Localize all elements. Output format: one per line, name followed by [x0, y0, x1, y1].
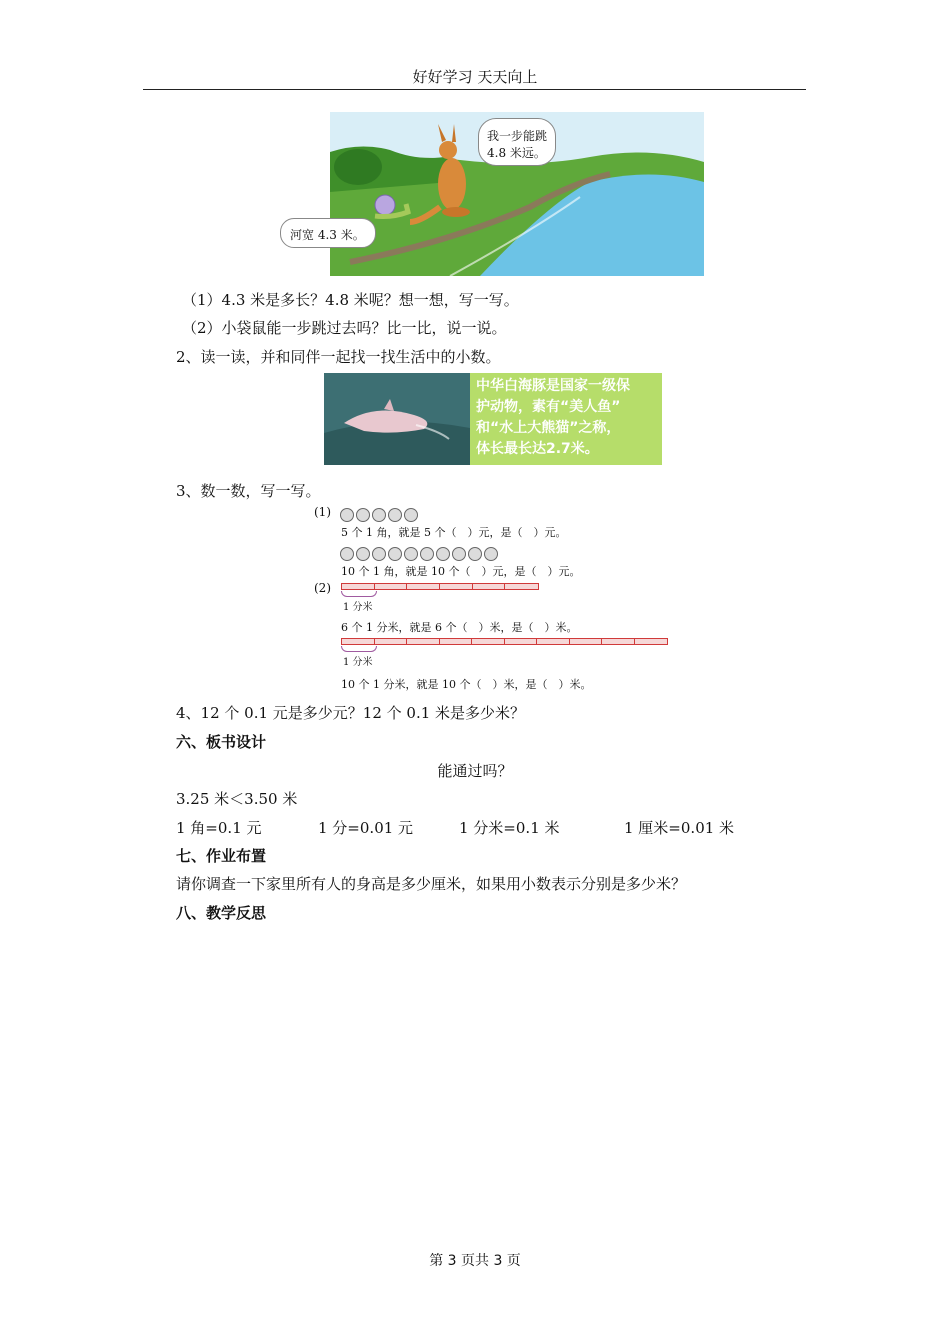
- ruler-segment: [505, 639, 538, 644]
- header-divider: [143, 89, 806, 90]
- ruler-1-unit-bracket: [341, 591, 377, 597]
- coin-icon: [452, 547, 466, 561]
- ruler-segment: [440, 639, 473, 644]
- exercise-line-1: 5 个 1 角，就是 5 个（ ）元，是（ ）元。: [341, 526, 567, 539]
- ruler-segment: [602, 639, 635, 644]
- section-6-heading: 六、板书设计: [176, 733, 267, 751]
- question-2: 2、读一读，并和同伴一起找一找生活中的小数。: [176, 348, 501, 366]
- coin-icon: [356, 508, 370, 522]
- question-4: 4、12 个 0.1 元是多少元？12 个 0.1 米是多少米？: [176, 704, 526, 722]
- coin-icon: [404, 547, 418, 561]
- page-footer: 第 3 页共 3 页: [429, 1253, 521, 1269]
- bubble-line-2: 4.8 米远。: [487, 146, 546, 160]
- ruler-segment: [635, 639, 668, 644]
- river-width-bubble: [280, 218, 376, 248]
- ruler-segment: [407, 584, 440, 589]
- dolphin-photo: [324, 373, 470, 465]
- coins-row-1: [340, 504, 420, 523]
- ruler-segment: [570, 639, 603, 644]
- question-3: 3、数一数，写一写。: [176, 482, 321, 500]
- dolphin-line-1: 中华白海豚是国家一级保: [476, 378, 630, 394]
- ruler-2-unit: 1 分米: [343, 657, 373, 668]
- dolphin-line-4: 体长最长达2.7米。: [476, 441, 599, 457]
- equation-1: 1 角=0.1 元: [176, 819, 262, 837]
- ruler-segment: [407, 639, 440, 644]
- equation-3: 1 分米=0.1 米: [459, 819, 560, 837]
- ruler-segment: [342, 584, 375, 589]
- board-title: 能通过吗？: [437, 762, 513, 780]
- coin-icon: [388, 508, 402, 522]
- ruler-segment: [473, 584, 506, 589]
- coins-row-2: [340, 543, 500, 562]
- coin-icon: [420, 547, 434, 561]
- coin-icon: [372, 547, 386, 561]
- ruler-2-unit-bracket: [341, 646, 377, 652]
- kangaroo-speech-bubble: [478, 118, 556, 166]
- ruler-segment: [440, 584, 473, 589]
- ruler-segment: [375, 584, 408, 589]
- section-8-heading: 八、教学反思: [176, 904, 267, 922]
- section-7-heading: 七、作业布置: [176, 847, 267, 865]
- ruler-2: [341, 638, 668, 645]
- dolphin-info-panel: [470, 373, 662, 465]
- question-1-1: （1）4.3 米是多长？4.8 米呢？想一想，写一写。: [182, 291, 519, 309]
- ruler-segment: [375, 639, 408, 644]
- river-width-label: 河宽 4.3 米。: [290, 228, 365, 242]
- coin-icon: [340, 547, 354, 561]
- dolphin-card: [324, 373, 662, 465]
- coin-icon: [484, 547, 498, 561]
- bubble-line-1: 我一步能跳: [487, 129, 548, 143]
- dolphin-line-3: 和“水上大熊猫”之称，: [476, 420, 621, 436]
- part-2-label: (2): [314, 581, 331, 595]
- exercise-line-4: 10 个 1 分米，就是 10 个（ ）米，是（ ）米。: [341, 678, 592, 691]
- exercise-line-3: 6 个 1 分米，就是 6 个（ ）米，是（ ）米。: [341, 621, 578, 634]
- dolphin-line-2: 护动物，素有“美人鱼”: [476, 399, 621, 415]
- equation-2: 1 分=0.01 元: [318, 819, 414, 837]
- coin-icon: [356, 547, 370, 561]
- coin-icon: [468, 547, 482, 561]
- equation-4: 1 厘米=0.01 米: [624, 819, 735, 837]
- ruler-1-unit: 1 分米: [343, 602, 373, 613]
- coin-icon: [372, 508, 386, 522]
- coin-icon: [388, 547, 402, 561]
- question-1-2: （2）小袋鼠能一步跳过去吗？比一比，说一说。: [182, 319, 507, 337]
- coin-icon: [436, 547, 450, 561]
- exercise-line-2: 10 个 1 角，就是 10 个（ ）元，是（ ）元。: [341, 565, 581, 578]
- ruler-1: [341, 583, 539, 590]
- coin-icon: [404, 508, 418, 522]
- ruler-segment: [537, 639, 570, 644]
- ruler-segment: [472, 639, 505, 644]
- ruler-segment: [505, 584, 538, 589]
- page-header: 好好学习 天天向上: [412, 68, 538, 86]
- homework-text: 请你调查一下家里所有人的身高是多少厘米，如果用小数表示分别是多少米？: [176, 875, 687, 893]
- ruler-segment: [342, 639, 375, 644]
- part-1-label: (1): [314, 505, 331, 519]
- river-illustration: [290, 112, 704, 276]
- board-comparison: 3.25 米＜3.50 米: [176, 790, 298, 808]
- coin-icon: [340, 508, 354, 522]
